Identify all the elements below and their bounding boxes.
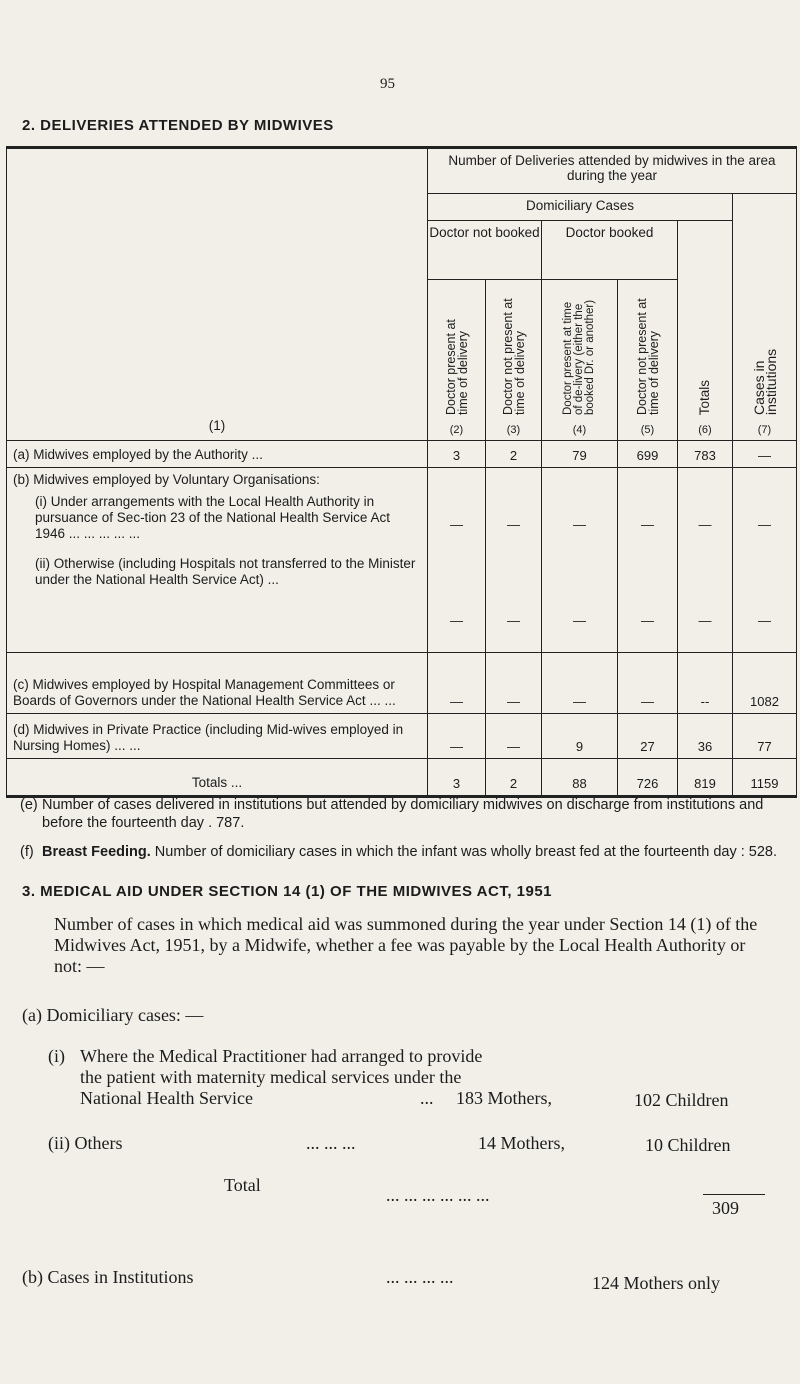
- header-not-booked: Doctor not booked: [428, 221, 542, 280]
- s3-total-value: 309: [712, 1198, 739, 1218]
- cell: 819: [678, 759, 733, 797]
- s3-i-mothers: 183 Mothers,: [456, 1088, 552, 1108]
- row-label-d: (d) Midwives in Private Practice (including Mid-wives employed in Nursing Homes) ... ...: [7, 714, 428, 759]
- table-row-totals: [7, 759, 797, 797]
- col-header-6: Totals (6): [678, 221, 733, 441]
- s3-i-dots: ...: [420, 1088, 434, 1108]
- row-label-b: (b) Midwives employed by Voluntary Organisations: (i) Under arrangements with the Local Health Authority in pursuance of Sec-tion 23 of the National Health Service Act 1946 ... ... ... ... ... (ii) Otherwise (including Hospitals not transferred to the Minister under the National Health Service Act) ...: [7, 468, 428, 653]
- cell: 27: [618, 714, 678, 759]
- col-header-2: Doctor present at time of delivery (2): [428, 280, 486, 441]
- s3-total-label: Total: [224, 1175, 261, 1195]
- cell: — —: [428, 468, 486, 653]
- s3-ii-mothers: 14 Mothers,: [478, 1133, 565, 1153]
- col-header-1: (1): [7, 148, 428, 441]
- header-domiciliary: Domiciliary Cases: [428, 194, 733, 221]
- s3-b-value: 124 Mothers only: [592, 1273, 720, 1293]
- s3-total-dots: ... ... ... ... ... ...: [386, 1185, 490, 1205]
- s3-ii-dots: ... ... ...: [306, 1133, 356, 1153]
- section-title-medical-aid: 3. MEDICAL AID UNDER SECTION 14 (1) OF THE MIDWIVES ACT, 1951: [22, 883, 553, 900]
- page-number: 95: [380, 76, 395, 92]
- cell: 3: [428, 441, 486, 468]
- cell: 1159: [733, 759, 797, 797]
- header-booked: Doctor booked: [542, 221, 678, 280]
- cell: — —: [542, 468, 618, 653]
- table-row: [7, 441, 797, 468]
- note-e: (e) Number of cases delivered in institutions but attended by domiciliary midwives on discharge from institutions and before the fourteenth day . 787.: [20, 797, 764, 831]
- row-label-b-ii: (ii) Otherwise (including Hospitals not transferred to the Minister under the National Health Service Act) ...: [35, 556, 416, 587]
- row-label-b-i: (i) Under arrangements with the Local Health Authority in pursuance of Sec-tion 23 of the National Health Service Act 1946 ... ... ... ... ...: [35, 494, 390, 541]
- note-f-heading: Breast Feeding.: [42, 844, 151, 860]
- section-title-deliveries: 2. DELIVERIES ATTENDED BY MIDWIVES: [22, 117, 334, 134]
- s3-i-line3: National Health Service: [80, 1088, 253, 1108]
- s3-i-line2: the patient with maternity medical services under the: [80, 1067, 462, 1087]
- note-f: (f) Breast Feeding. Number of domiciliary cases in which the infant was wholly breast fed at the fourteenth day : 528.: [20, 844, 778, 860]
- s3-ii-children: 10 Children: [645, 1135, 731, 1155]
- s3-b-label: (b) Cases in Institutions: [22, 1267, 194, 1287]
- table-row: [7, 714, 797, 759]
- cell: --: [678, 653, 733, 714]
- row-label-c: (c) Midwives employed by Hospital Management Committees or Boards of Governors under the National Health Service Act ... ...: [7, 653, 428, 714]
- cell: 9: [542, 714, 618, 759]
- cell: 2: [486, 759, 542, 797]
- cell: 3: [428, 759, 486, 797]
- col-header-5: Doctor not present at time of delivery (5): [618, 280, 678, 441]
- cell: — —: [486, 468, 542, 653]
- cell: — —: [733, 468, 797, 653]
- total-rule: [703, 1194, 765, 1195]
- deliveries-table: [6, 146, 797, 798]
- cell: 1082: [733, 653, 797, 714]
- cell: 36: [678, 714, 733, 759]
- header-main: Number of Deliveries attended by midwives in the area during the year: [428, 148, 797, 194]
- col-header-4: Doctor present at time of de-livery (either the booked Dr. or another) (4): [542, 280, 618, 441]
- cell: 699: [618, 441, 678, 468]
- cell: 726: [618, 759, 678, 797]
- cell: 783: [678, 441, 733, 468]
- s3-a-label: (a) Domiciliary cases: —: [22, 1005, 204, 1025]
- cell: 79: [542, 441, 618, 468]
- row-label-totals: Totals ...: [7, 759, 428, 797]
- s3-b-dots: ... ... ... ...: [386, 1267, 454, 1287]
- cell: 2: [486, 441, 542, 468]
- s3-i-tag: (i): [48, 1046, 65, 1066]
- cell: —: [486, 653, 542, 714]
- col-header-7: Cases in institutions (7): [733, 194, 797, 441]
- s3-ii-label: (ii) Others: [48, 1133, 123, 1153]
- cell: —: [486, 714, 542, 759]
- table-row: [7, 653, 797, 714]
- table-row: [7, 468, 797, 653]
- cell: 88: [542, 759, 618, 797]
- cell: 77: [733, 714, 797, 759]
- cell: — —: [678, 468, 733, 653]
- cell: —: [428, 714, 486, 759]
- cell: —: [733, 441, 797, 468]
- cell: —: [542, 653, 618, 714]
- cell: —: [618, 653, 678, 714]
- s3-i-line1: Where the Medical Practitioner had arranged to provide: [80, 1046, 483, 1066]
- cell: — —: [618, 468, 678, 653]
- col-header-3: Doctor not present at time of delivery (3): [486, 280, 542, 441]
- row-label-a: (a) Midwives employed by the Authority ...: [7, 441, 428, 468]
- s3-intro: Number of cases in which medical aid was summoned during the year under Section 14 (1) of the Midwives Act, 1951, by a Midwife, whether a fee was payable by the Local Health Authority or not: —: [54, 914, 758, 976]
- cell: —: [428, 653, 486, 714]
- s3-i-children: 102 Children: [634, 1090, 729, 1110]
